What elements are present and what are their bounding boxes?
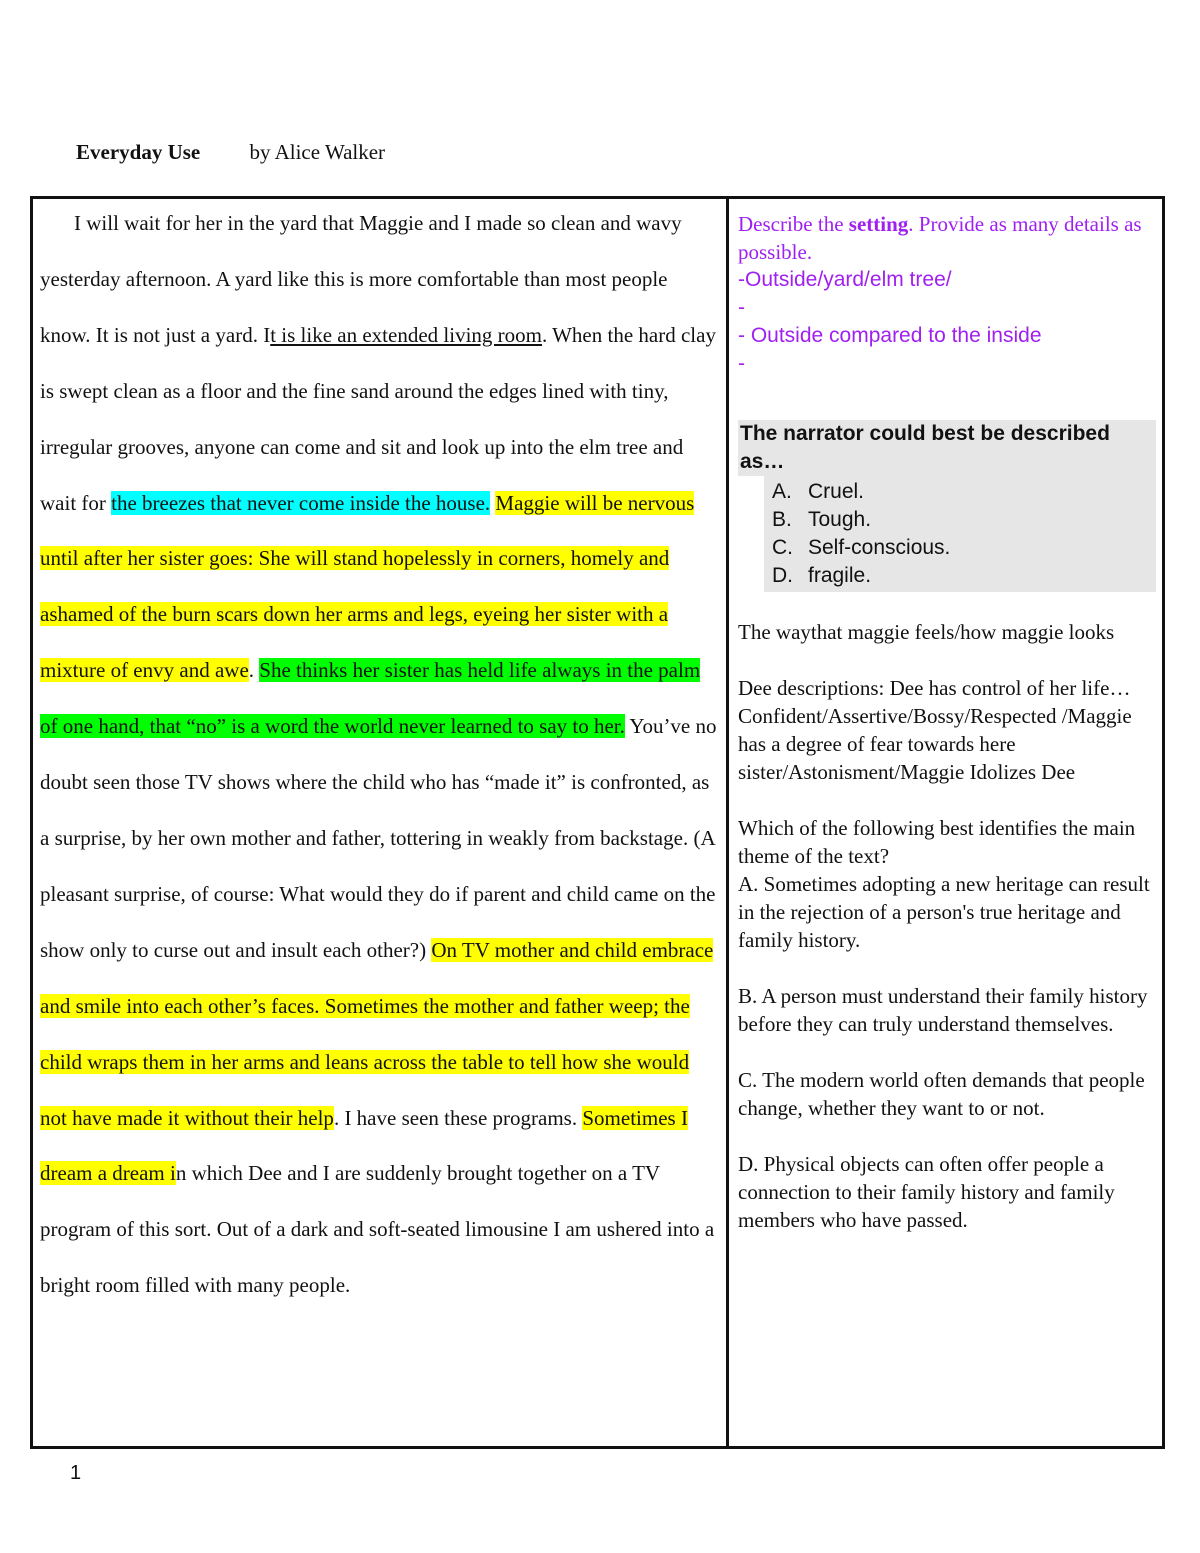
story-title: Everyday Use [76,140,201,164]
maggie-note: The waythat maggie feels/how maggie looks [738,620,1115,644]
cyan-highlight: the breezes that never come inside the house. [111,490,491,515]
story-passage [40,196,720,1314]
green-highlight: She thinks her sister has held life always in the palm of one hand, that “no” is a word the world never learned to say to her. [40,658,701,739]
narrator-options [764,476,1156,592]
option-text: Self-conscious. [808,536,951,559]
setting-answer: - Outside compared to the inside [738,324,1042,347]
passage-text: I will wait for her in the yard that Maggie and I made so clean and wavy yesterday afternoon. A yard like this is more comfortable than most people know. It is not just a yard. I [40,211,682,347]
passage-text: . When the hard clay is swept clean as a floor and the fine sand around the edges lined with tiny, irregular grooves, anyone can come and sit and look up into the elm tree and wait for [40,322,716,515]
notes-column [738,210,1156,1234]
theme-option-a: A. Sometimes adopting a new heritage can result in the rejection of a person's true heritage and family history. [738,872,1150,952]
option-a [772,478,1156,506]
underlined-text: t is like an extended living room [270,322,542,347]
passage-text: . [248,658,260,683]
yellow-highlight: Maggie will be nervous until after her sister goes: She will stand hopelessly in corners, homely and ashamed of the burn scars down her arms and legs, eyeing her sister with a mixture of envy and awe [40,490,695,683]
theme-question: Which of the following best identifies the main theme of the text? [738,816,1136,868]
setting-answer: -Outside/yard/elm tree/ [738,268,952,291]
story-author: by Alice Walker [249,140,386,164]
dee-note: Dee descriptions: Dee has control of her life…Confident/Assertive/Bossy/Respected /Maggie has a degree of fear towards here sister/Astonisment/Maggie Idolizes Dee [738,676,1132,784]
setting-answer: - [738,296,745,319]
passage-text: . I have seen these programs. [333,1105,583,1130]
setting-answer: - [738,352,745,375]
option-text: Cruel. [808,480,865,503]
yellow-highlight: Sometimes I dream a dream i [40,1105,688,1186]
theme-option-d: D. Physical objects can often offer people a connection to their family history and family members who have passed. [738,1152,1115,1232]
theme-option-c: C. The modern world often demands that people change, whether they want to or not. [738,1068,1145,1120]
page-number: 1 [70,1462,82,1484]
passage-text: n which Dee and I are suddenly brought together on a TV program of this sort. Out of a dark and soft-seated limousine I am ushered into a bright room filled with many people. [40,1161,715,1298]
passage-text: You’ve no doubt seen those TV shows where the child who has “made it” is confronted, as a surprise, by her own mother and father, tottering in weakly from backstage. (A pleasant surprise, of course: What would they do if parent and child came on the show only to curse out and insult each other?) [40,714,717,962]
setting-prompt-text: Describe the [738,212,849,236]
option-b [772,506,1156,534]
setting-keyword: setting [848,212,909,236]
yellow-highlight: On TV mother and child embrace and smile into each other’s faces. Sometimes the mother and father weep; the child wraps them in her arms and leans across the table to tell how she would not have made it without their help [40,937,714,1130]
passage-paragraph [40,196,720,1314]
option-label: A. [772,480,792,503]
setting-notes [738,210,1156,378]
theme-option-b: B. A person must understand their family history before they can truly understand themselves. [738,984,1148,1036]
setting-prompt-text: . Provide as many details as possible. [738,212,1142,264]
option-label: B. [772,508,792,531]
column-divider [726,196,729,1449]
document-title-line [76,140,385,165]
option-text: fragile. [808,564,872,587]
option-text: Tough. [808,508,872,531]
narrator-question: The narrator could best be described as… [738,420,1156,476]
setting-prompt [738,210,1156,266]
option-label: D. [772,564,793,587]
option-label: C. [772,536,793,559]
option-d [772,562,1156,590]
option-c [772,534,1156,562]
